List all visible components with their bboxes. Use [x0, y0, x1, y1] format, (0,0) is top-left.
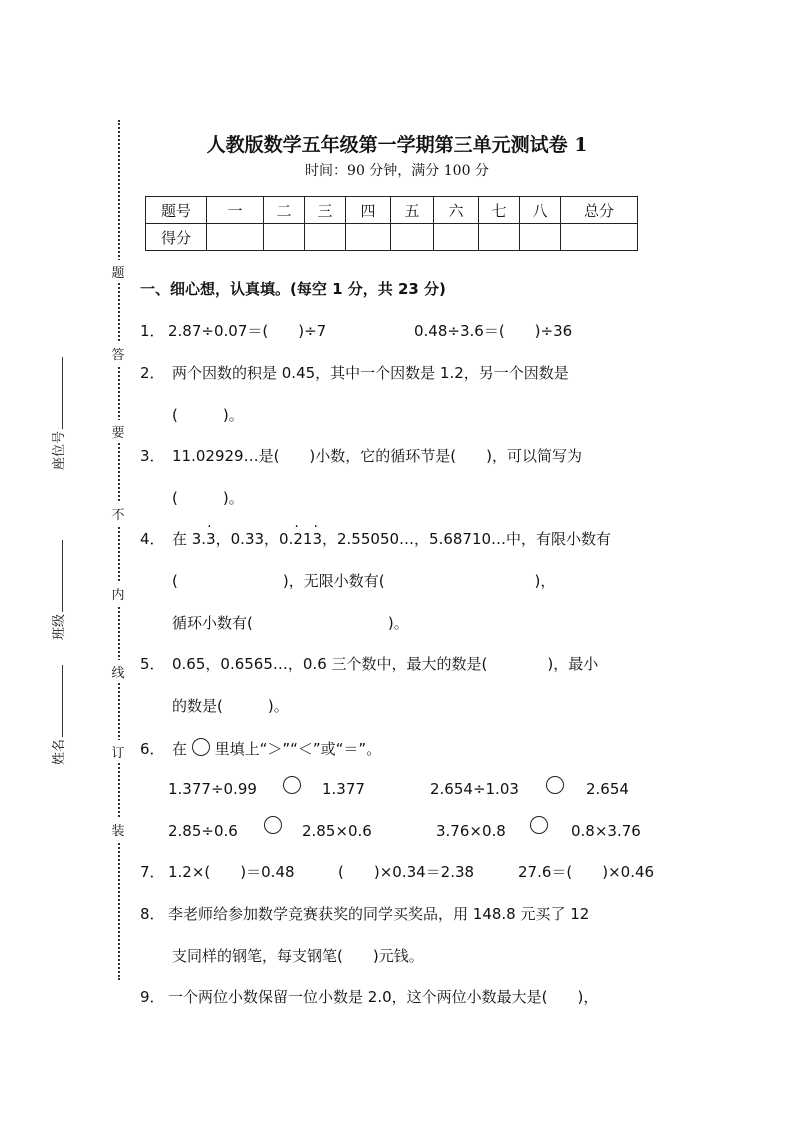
seal-char: 装	[110, 818, 126, 841]
q4-text: ，2.55050…，5.68710…中，有限小数有	[322, 530, 612, 548]
question-text	[172, 738, 381, 759]
name-label: 姓名	[52, 738, 67, 765]
score-input-cell[interactable]	[391, 224, 434, 251]
score-table-header-row	[146, 197, 638, 224]
question-number: 3．	[140, 447, 165, 465]
question-text: ( )。	[172, 406, 244, 424]
score-input-cell[interactable]	[264, 224, 305, 251]
seat-number-label: 座位号	[52, 430, 67, 470]
question-text: 的数是( )。	[172, 697, 289, 715]
compare-expr: 1.377÷0.99	[168, 780, 257, 798]
question-text: 0.48÷3.6＝( )÷36	[414, 322, 573, 340]
score-input-cell[interactable]	[434, 224, 479, 251]
score-cell: 八	[520, 197, 561, 224]
question-number: 4．	[140, 530, 165, 548]
question-number: 8．	[140, 905, 165, 923]
exam-duration: 时间：90 分钟，满分 100 分	[305, 163, 489, 179]
question-text	[172, 528, 611, 549]
compare-expr: 0.8×3.76	[571, 822, 641, 840]
question-text: ( )。	[172, 489, 244, 507]
score-cell: 四	[346, 197, 391, 224]
section-heading: 一、细心想，认真填。(每空 1 分，共 23 分)	[140, 280, 446, 298]
question-number: 9．	[140, 988, 165, 1006]
question-text: 支同样的钢笔，每支钢笔( )元钱。	[172, 947, 424, 965]
question-text: 1.2×( )＝0.48	[168, 863, 295, 881]
seat-number-field[interactable]	[48, 357, 67, 470]
seal-char: 订	[110, 740, 126, 763]
binding-dotted-line	[118, 120, 120, 980]
score-cell: 一	[207, 197, 264, 224]
compare-circle[interactable]	[530, 816, 548, 834]
name-field[interactable]	[48, 665, 67, 765]
compare-expr: 2.654	[586, 780, 629, 798]
compare-circle[interactable]	[546, 776, 564, 794]
q6-intro: 在	[172, 740, 188, 758]
q4-text: 在 3.	[172, 530, 207, 548]
seal-char: 要	[110, 420, 126, 443]
score-table	[145, 196, 638, 251]
page-title: 人教版数学五年级第一学期第三单元测试卷 1	[206, 134, 588, 156]
question-text: 两个因数的积是 0.45，其中一个因数是 1.2，另一个因数是	[172, 364, 569, 382]
score-input-cell[interactable]	[479, 224, 520, 251]
question-text: 李老师给参加数学竞赛获奖的同学买奖品，用 148.8 元买了 12	[168, 905, 590, 923]
score-cell: 三	[305, 197, 346, 224]
score-table-score-row	[146, 224, 638, 251]
score-input-cell[interactable]	[305, 224, 346, 251]
score-cell: 总分	[561, 197, 638, 224]
score-cell: 五	[391, 197, 434, 224]
score-input-cell[interactable]	[346, 224, 391, 251]
score-cell: 二	[264, 197, 305, 224]
question-number: 5．	[140, 655, 165, 673]
compare-expr: 2.85÷0.6	[168, 822, 238, 840]
seal-char: 不	[110, 502, 126, 525]
score-cell: 得分	[146, 224, 207, 251]
compare-expr: 3.76×0.8	[436, 822, 506, 840]
circle-blank-icon	[192, 738, 210, 756]
class-field[interactable]	[48, 540, 67, 640]
seal-char: 内	[110, 582, 126, 605]
seal-char: 线	[110, 660, 126, 683]
score-input-cell[interactable]	[207, 224, 264, 251]
seal-char: 题	[110, 260, 126, 283]
compare-circle[interactable]	[264, 816, 282, 834]
score-input-cell[interactable]	[520, 224, 561, 251]
class-label: 班级	[52, 613, 67, 640]
score-input-cell[interactable]	[561, 224, 638, 251]
repeating-digit: · 3	[312, 530, 322, 548]
question-text: 循环小数有( )。	[172, 614, 409, 632]
score-cell: 六	[434, 197, 479, 224]
seal-char: 答	[110, 342, 126, 365]
binding-margin	[30, 120, 125, 990]
question-number: 7．	[140, 863, 165, 881]
score-cell: 七	[479, 197, 520, 224]
score-cell: 题号	[146, 197, 207, 224]
question-text: 2.87÷0.07＝( )÷7	[168, 322, 327, 340]
compare-circle[interactable]	[283, 776, 301, 794]
repeating-digit: · 2	[293, 530, 303, 548]
q4-text: ，0.33，0.	[215, 530, 294, 548]
question-text: 0.65，0.6565…，0.6 三个数中，最大的数是( )，最小	[172, 655, 599, 673]
question-number: 6．	[140, 740, 165, 758]
question-text: ( )×0.34＝2.38	[338, 863, 475, 881]
compare-expr: 2.654÷1.03	[430, 780, 519, 798]
question-text: 11.02929…是( )小数，它的循环节是( )，可以简写为	[172, 447, 582, 465]
question-number: 1．	[140, 322, 165, 340]
question-text: ( )，无限小数有( )，	[172, 572, 556, 590]
question-text: 27.6＝( )×0.46	[518, 863, 655, 881]
compare-expr: 2.85×0.6	[302, 822, 372, 840]
question-text: 一个两位小数保留一位小数是 2.0，这个两位小数最大是( )，	[168, 988, 599, 1006]
repeating-digit: · 3	[206, 530, 216, 548]
q4-text: 1	[302, 530, 313, 548]
q6-intro: 里填上“＞”“＜”或“＝”。	[214, 740, 382, 758]
compare-expr: 1.377	[322, 780, 365, 798]
question-number: 2．	[140, 364, 165, 382]
